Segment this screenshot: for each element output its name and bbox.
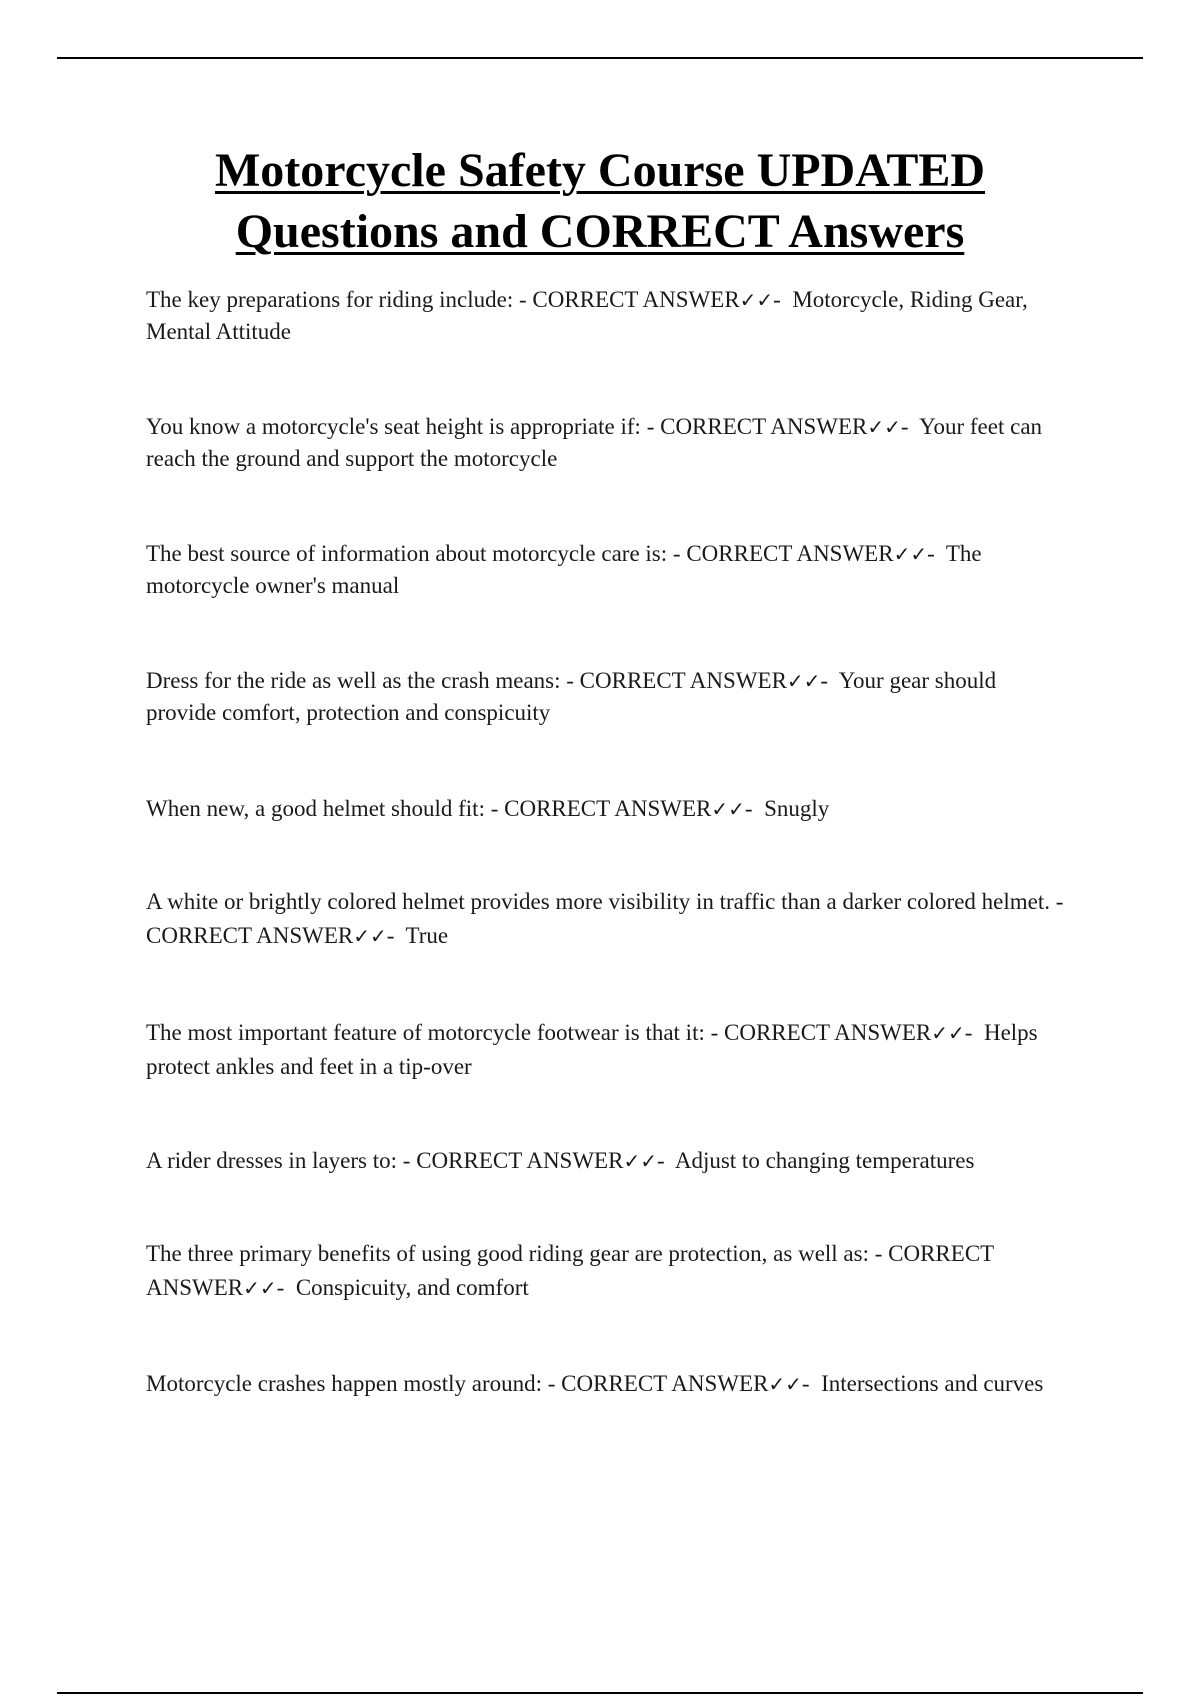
qa-item-1: The key preparations for riding include: - CORRECT ANSWER✓✓- Motorcycle, Riding Gear, Mental Attitude: [146, 287, 1028, 344]
answer-marker: - CORRECT ANSWER: [646, 414, 868, 439]
answer-text: Helps protect ankles and feet in a tip-over: [146, 1020, 1038, 1079]
bottom-rule: [57, 1692, 1143, 1694]
answer-text: Your feet can reach the ground and support the motorcycle: [146, 414, 1043, 471]
check-icon: ✓✓: [711, 797, 745, 821]
qa-item-9: The three primary benefits of using good riding gear are protection, as well as: - CORRECT ANSWER✓✓- Conspicuity, and comfort: [146, 1241, 994, 1300]
qa-item-5: When new, a good helmet should fit: - CORRECT ANSWER✓✓- Snugly: [146, 796, 830, 821]
answer-marker: - CORRECT ANSWER: [519, 287, 740, 312]
answer-text: Snugly: [764, 796, 830, 821]
question-text: When new, a good helmet should fit:: [146, 796, 485, 821]
answer-text: Conspicuity, and comfort: [295, 1275, 529, 1300]
answer-text: True: [405, 923, 449, 948]
answer-marker: - CORRECT ANSWER: [402, 1148, 624, 1173]
answer-marker: - CORRECT ANSWER: [146, 889, 1064, 948]
check-icon: ✓✓: [931, 1021, 965, 1045]
check-icon: ✓✓: [893, 542, 928, 566]
top-rule: [57, 57, 1143, 59]
qa-item-8: A rider dresses in layers to: - CORRECT ANSWER✓✓- Adjust to changing temperatures: [146, 1148, 975, 1173]
check-icon: ✓✓: [739, 288, 774, 312]
qa-item-7: The most important feature of motorcycle footwear is that it: - CORRECT ANSWER✓✓- Helps protect ankles and feet in a tip-over: [146, 1020, 1038, 1079]
question-text: The most important feature of motorcycle footwear is that it:: [146, 1020, 705, 1045]
title-line-2: Questions and CORRECT Answers: [235, 205, 965, 258]
answer-marker: - CORRECT ANSWER: [672, 541, 894, 566]
answer-text: The motorcycle owner's manual: [146, 541, 982, 598]
check-icon: ✓✓: [353, 924, 387, 948]
question-text: Dress for the ride as well as the crash means:: [146, 668, 561, 693]
answer-text: Adjust to changing temperatures: [674, 1148, 975, 1173]
question-text: The key preparations for riding include:: [146, 287, 514, 312]
qa-item-2: You know a motorcycle's seat height is appropriate if: - CORRECT ANSWER✓✓- Your feet can reach the ground and support the motorcycle: [146, 414, 1043, 471]
question-text: The three primary benefits of using good riding gear are protection, as well as:: [146, 1241, 869, 1266]
answer-text: Your gear should provide comfort, protection and conspicuity: [146, 668, 997, 725]
document-title: [100, 140, 1100, 262]
qa-item-10: Motorcycle crashes happen mostly around: - CORRECT ANSWER✓✓- Intersections and curves: [146, 1371, 1044, 1396]
title-line-1: Motorcycle Safety Course UPDATED: [214, 144, 986, 197]
answer-marker: - CORRECT ANSWER: [566, 668, 787, 693]
check-icon: ✓✓: [867, 415, 901, 439]
answer-marker: - CORRECT ANSWER: [146, 1241, 994, 1300]
qa-item-6: A white or brightly colored helmet provides more visibility in traffic than a darker colored helmet. - CORRECT ANSWER✓✓- True: [146, 889, 1064, 948]
qa-item-4: Dress for the ride as well as the crash means: - CORRECT ANSWER✓✓- Your gear should provide comfort, protection and conspicuity: [146, 668, 997, 725]
check-icon: ✓✓: [768, 1372, 802, 1396]
check-icon: ✓✓: [243, 1276, 277, 1300]
answer-marker: - CORRECT ANSWER: [490, 796, 712, 821]
qa-item-3: The best source of information about motorcycle care is: - CORRECT ANSWER✓✓- The motorcycle owner's manual: [146, 541, 982, 598]
check-icon: ✓✓: [623, 1149, 657, 1173]
answer-marker: - CORRECT ANSWER: [710, 1020, 932, 1045]
question-text: A white or brightly colored helmet provides more visibility in traffic than a darker colored helmet.: [146, 889, 1050, 914]
question-text: Motorcycle crashes happen mostly around:: [146, 1371, 542, 1396]
answer-marker: - CORRECT ANSWER: [547, 1371, 769, 1396]
answer-text: Motorcycle, Riding Gear, Mental Attitude: [146, 287, 1028, 344]
question-text: A rider dresses in layers to:: [146, 1148, 398, 1173]
check-icon: ✓✓: [786, 669, 821, 693]
answer-text: Intersections and curves: [821, 1371, 1044, 1396]
question-text: You know a motorcycle's seat height is appropriate if:: [146, 414, 641, 439]
question-text: The best source of information about motorcycle care is:: [146, 541, 668, 566]
